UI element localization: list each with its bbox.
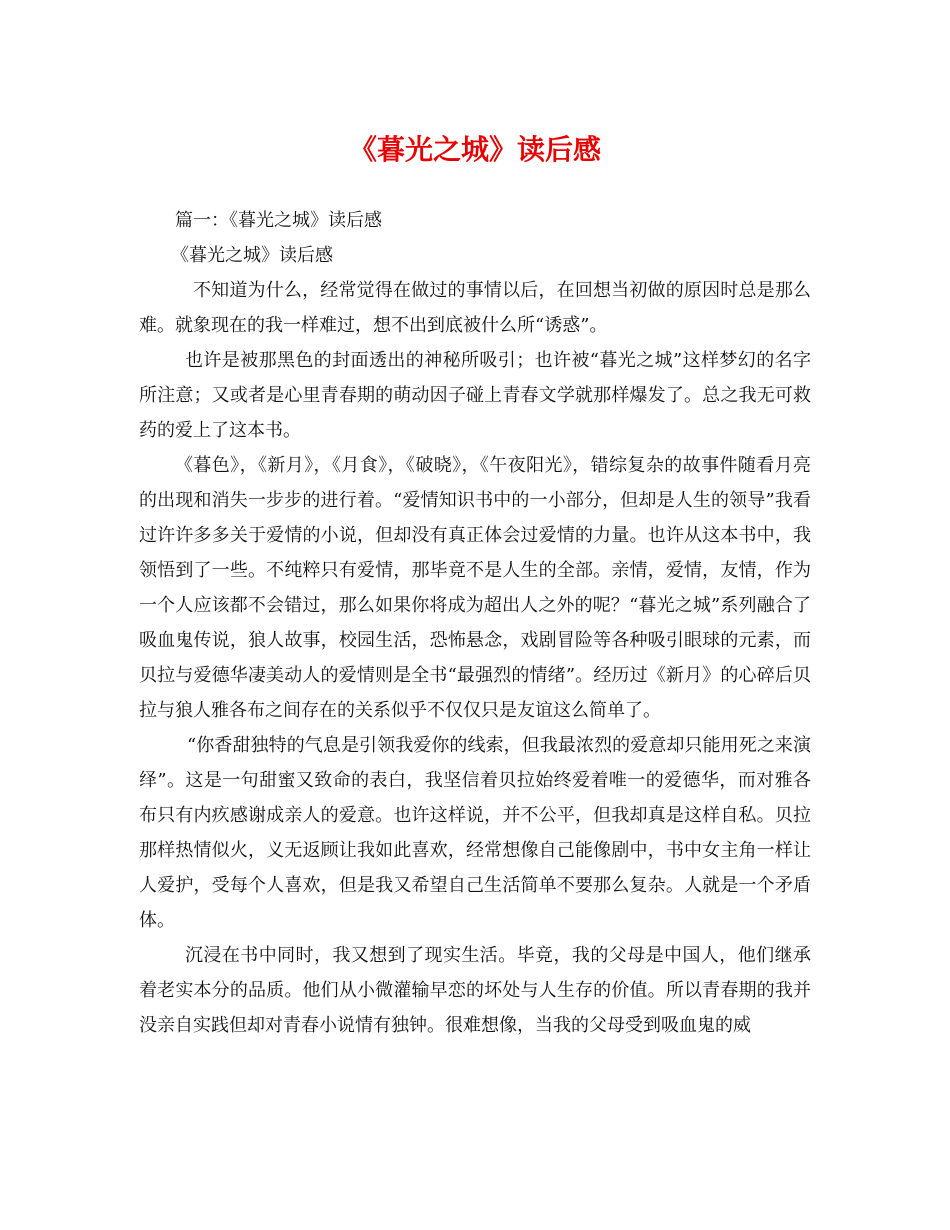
paragraph: 《暮色》，《新月》，《月食》，《破晓》，《午夜阳光》，错综复杂的故事件随看月亮的出现和消失一步步的进行着。“爱情知识书中的一小部分，但却是人生的领导”我看过许许多多关于爱情的小说，但却没有真正体会过爱情的力量。也许从这本书中，我领悟到了一些。不纯粹只有爱情，那毕竟不是人生的全部。亲情，爱情，友情，作为一个人应该都不会错过，那么如果你将成为超出人之外的呢？“暮光之城”系列融合了吸血鬼传说，狼人故事，校园生活，恐怖悬念，戏剧冒险等各种吸引眼球的元素，而贝拉与爱德华凄美动人的爱情则是全书“最强烈的情绪”。经历过《新月》的心碎后贝拉与狼人雅各布之间存在的关系似乎不仅仅只是友谊这么简单了。 — [139, 455, 811, 721]
section-heading: 篇一：《暮光之城》读后感 — [175, 210, 382, 231]
document-title: 《暮光之城》读后感 — [348, 133, 601, 166]
paragraph: “你香甜独特的气息是引领我爱你的线索，但我最浓烈的爱意却只能用死之来演绎”。这是一句甜蜜又致命的表白，我坚信着贝拉始终爱着唯一的爱德华，而对雅各布只有内疚感谢成亲人的爱意。也许这样说，并不公平，但我却真是这样自私。贝拉那样热情似火，义无返顾让我如此喜欢，经常想像自己能像剧中，书中女主角一样让人爱护，受每个人喜欢，但是我又希望自己生活简单不要那么复杂。人就是一个矛盾体。 — [139, 735, 811, 931]
sub-heading: 《暮光之城》读后感 — [171, 245, 333, 266]
paragraph: 不知道为什么，经常觉得在做过的事情以后，在回想当初做的原因时总是那么难。就象现在的我一样难过，想不出到底被什么所“诱惑”。 — [139, 280, 811, 336]
paragraph: 沉浸在书中同时，我又想到了现实生活。毕竟，我的父母是中国人，他们继承着老实本分的品质。他们从小微灌输早恋的坏处与人生存的价值。所以青春期的我并没亲自实践但却对青春小说情有独钟。很难想像，当我的父母受到吸血鬼的威 — [139, 945, 811, 1036]
paragraph: 也许是被那黑色的封面透出的神秘所吸引；也许被“暮光之城”这样梦幻的名字所注意；又或者是心里青春期的萌动因子碰上青春文学就那样爆发了。总之我无可救药的爱上了这本书。 — [139, 350, 811, 441]
document-body — [139, 203, 811, 1043]
